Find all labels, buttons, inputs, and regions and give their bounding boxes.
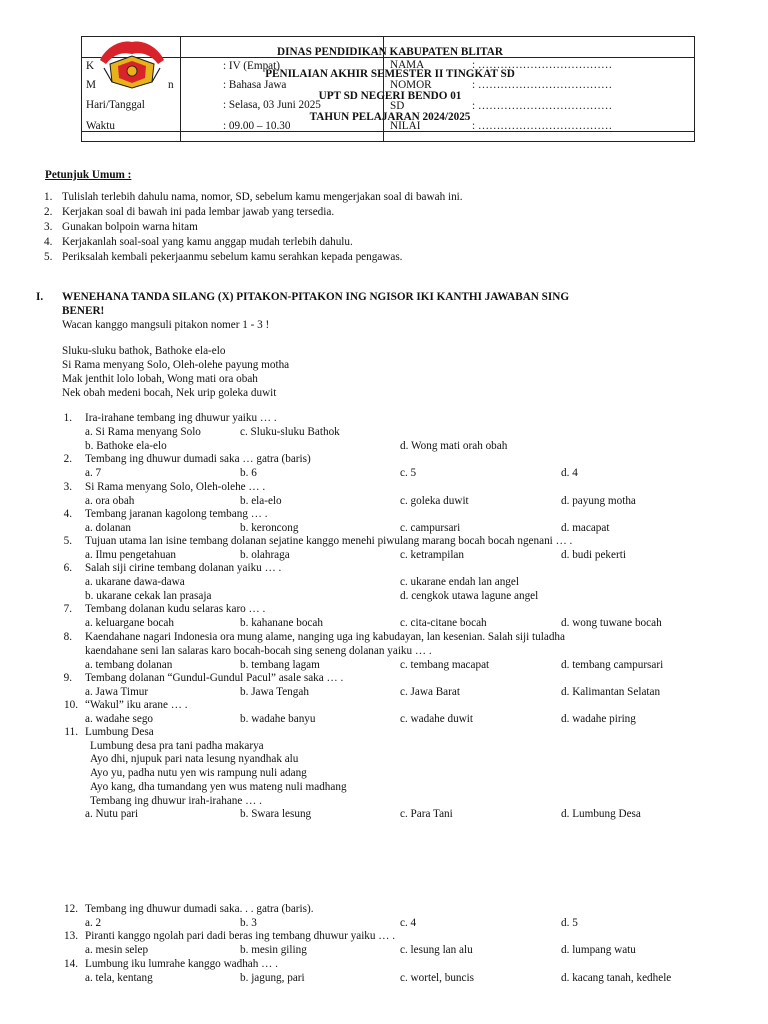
instruction-number: 3. — [44, 221, 53, 233]
header-field-value-number: : ……………………………… — [472, 79, 613, 91]
question-text: Tembang dolanan kudu selaras karo … . — [85, 603, 266, 615]
question-number: 5. — [63, 535, 72, 547]
option-b[interactable]: b. jagung, pari — [240, 972, 305, 984]
question-text: Tembang dolanan “Gundul-Gundul Pacul” asale saka … . — [85, 672, 344, 684]
instructions-title: Petunjuk Umum : — [45, 169, 132, 181]
option-d[interactable]: d. macapat — [561, 522, 610, 534]
option-c[interactable]: c. lesung lan alu — [400, 944, 473, 956]
question-text: Tujuan utama lan isine tembang dolanan sejatine kanggo menehi piwulang marang bocah bocah ngenani … . — [85, 535, 573, 547]
option-c[interactable]: c. 4 — [400, 917, 417, 929]
question-text: Lumbung Desa — [85, 726, 154, 738]
instruction-item: Kerjakanlah soal-soal yang kamu anggap mudah terlebih dahulu. — [62, 236, 353, 248]
option-b[interactable]: b. olahraga — [240, 549, 290, 561]
poem-line: Si Rama menyang Solo, Oleh-olehe payung motha — [62, 359, 290, 371]
header-field-value-class: : IV (Empat) — [223, 60, 280, 72]
question-number: 12. — [64, 903, 78, 915]
section-title: WENEHANA TANDA SILANG (X) PITAKON-PITAKON ING NGISOR IKI KANTHI JAWABAN SING — [62, 291, 570, 303]
option-c[interactable]: c. Sluku-sluku Bathok — [240, 426, 340, 438]
question-number: 2. — [63, 453, 72, 465]
option-b[interactable]: b. 3 — [240, 917, 257, 929]
option-b[interactable]: b. Swara lesung — [240, 808, 312, 820]
reading-intro: Wacan kanggo mangsuli pitakon nomer 1 - 3 ! — [62, 319, 270, 331]
header-field-value-name: : ……………………………… — [472, 59, 613, 71]
option-b[interactable]: b. mesin giling — [240, 944, 307, 956]
option-d[interactable]: d. wong tuwane bocah — [561, 617, 662, 629]
question-text: Piranti kanggo ngolah pari dadi beras ing tembang dhuwur yaiku … . — [85, 930, 396, 942]
option-c[interactable]: c. goleka duwit — [400, 495, 469, 507]
header-field-label-name: NAMA — [390, 59, 425, 71]
song-line: Lumbung desa pra tani padha makarya — [90, 740, 264, 752]
option-c[interactable]: c. 5 — [400, 467, 417, 479]
option-a[interactable]: a. Jawa Timur — [85, 686, 149, 698]
question-prompt: Tembang ing dhuwur irah-irahane … . — [90, 795, 262, 807]
header-field-label-time: Waktu — [86, 120, 115, 132]
option-c[interactable]: c. cita-citane bocah — [400, 617, 487, 629]
header-field-label-date: Hari/Tanggal — [86, 99, 145, 111]
instruction-number: 5. — [44, 251, 53, 263]
question-number: 13. — [64, 930, 78, 942]
option-d[interactable]: d. cengkok utawa lagune angel — [400, 590, 539, 602]
school-emblem-logo — [96, 38, 168, 90]
question-number: 6. — [63, 562, 72, 574]
question-text: Tembang ing dhuwur dumadi saka. . . gatra (baris). — [85, 903, 314, 915]
option-c[interactable]: c. campursari — [400, 522, 461, 534]
header-field-label-number: NOMOR — [390, 79, 432, 91]
option-c[interactable]: c. wortel, buncis — [400, 972, 474, 984]
header-field-label-class: K — [86, 60, 95, 72]
option-a[interactable]: a. Ilmu pengetahuan — [85, 549, 177, 561]
option-d[interactable]: d. kacang tanah, kedhele — [561, 972, 672, 984]
header-field-value-date: : Selasa, 03 Juni 2025 — [223, 99, 321, 111]
option-b[interactable]: b. 6 — [240, 467, 257, 479]
header-field-label-subject: M — [86, 79, 96, 91]
question-text: Ira-irahane tembang ing dhuwur yaiku … . — [85, 412, 277, 424]
header-field-label-score: NILAI — [390, 120, 421, 132]
option-c[interactable]: c. ukarane endah lan angel — [400, 576, 519, 588]
question-text: “Wakul” iku arane … . — [85, 699, 188, 711]
option-d[interactable]: d. Kalimantan Selatan — [561, 686, 661, 698]
question-text: Lumbung iku lumrahe kanggo wadhah … . — [85, 958, 278, 970]
option-d[interactable]: d. wadahe piring — [561, 713, 636, 725]
song-line: Ayo yu, padha nutu yen wis rampung nuli adang — [90, 767, 307, 779]
option-d[interactable]: d. Lumbung Desa — [561, 808, 641, 820]
question-number: 9. — [63, 672, 72, 684]
option-a[interactable]: a. tela, kentang — [85, 972, 153, 984]
poem-line: Mak jenthit lolo lobah, Wong mati ora obah — [62, 373, 258, 385]
option-a[interactable]: a. ukarane dawa-dawa — [85, 576, 185, 588]
header-field-value-score: : ……………………………… — [472, 120, 613, 132]
option-b[interactable]: b. ukarane cekak lan prasaja — [85, 590, 212, 602]
option-a[interactable]: a. 2 — [85, 917, 102, 929]
option-c[interactable]: c. ketrampilan — [400, 549, 464, 561]
option-c[interactable]: c. Jawa Barat — [400, 686, 460, 698]
option-b[interactable]: b. kahanane bocah — [240, 617, 323, 629]
question-number: 4. — [63, 508, 72, 520]
option-a[interactable]: a. 7 — [85, 467, 102, 479]
question-text: Si Rama menyang Solo, Oleh-olehe … . — [85, 481, 266, 493]
option-d[interactable]: d. lumpang watu — [561, 944, 636, 956]
header-field-label-subject-tail: n — [168, 79, 174, 91]
header-field-value-school: : ……………………………… — [472, 100, 613, 112]
question-text: Tembang jaranan kagolong tembang … . — [85, 508, 268, 520]
instruction-number: 4. — [44, 236, 53, 248]
question-text: Kaendahane nagari Indonesia ora mung alame, nanging uga ing kabudayan, lan kesenian. Salah siji tuladha — [85, 631, 565, 643]
header-institution: DINAS PENDIDIKAN KABUPATEN BLITAR — [277, 46, 503, 58]
instruction-item: Gunakan bolpoin warna hitam — [62, 221, 198, 233]
option-d[interactable]: d. budi pekerti — [561, 549, 626, 561]
option-a[interactable]: a. dolanan — [85, 522, 131, 534]
instruction-item: Tulislah terlebih dahulu nama, nomor, SD, sebelum kamu mengerjakan soal di bawah ini. — [62, 191, 463, 203]
song-line: Ayo kang, dha tumandang yen wus mateng nuli madhang — [90, 781, 347, 793]
option-a[interactable]: a. keluargane bocah — [85, 617, 174, 629]
option-b[interactable]: b. Bathoke ela-elo — [85, 440, 167, 452]
question-number: 11. — [64, 726, 78, 738]
header-exam-title: PENILAIAN AKHIR SEMESTER II TINGKAT SD — [265, 68, 515, 80]
option-d[interactable]: d. 5 — [561, 917, 578, 929]
question-number: 10. — [64, 699, 78, 711]
option-b[interactable]: b. wadahe banyu — [240, 713, 316, 725]
question-number: 8. — [63, 631, 72, 643]
option-d[interactable]: d. payung motha — [561, 495, 636, 507]
poem-line: Nek obah medeni bocah, Nek urip goleka duwit — [62, 387, 277, 399]
question-text: Salah siji cirine tembang dolanan yaiku … . — [85, 562, 282, 574]
option-d[interactable]: d. Wong mati orah obah — [400, 440, 508, 452]
song-line: Ayo dhi, njupuk pari nata lesung nyandhak alu — [90, 753, 299, 765]
question-text-continuation: kaendahane seni lan salaras karo bocah-bocah sing seneng dolanan yaiku … . — [85, 645, 432, 657]
option-a[interactable]: a. mesin selep — [85, 944, 149, 956]
option-c[interactable]: c. wadahe duwit — [400, 713, 474, 725]
option-d[interactable]: d. 4 — [561, 467, 578, 479]
option-b[interactable]: b. tembang lagam — [240, 659, 320, 671]
header-field-value-time: : 09.00 – 10.30 — [223, 120, 291, 132]
section-roman-numeral: I. — [36, 291, 44, 303]
question-number: 7. — [63, 603, 72, 615]
header-field-value-subject: : Bahasa Jawa — [223, 79, 287, 91]
header-school-name: UPT SD NEGERI BENDO 01 — [318, 90, 462, 102]
header-field-label-school: SD — [390, 100, 405, 112]
question-number: 3. — [63, 481, 72, 493]
option-c[interactable]: c. Para Tani — [400, 808, 453, 820]
question-number: 14. — [64, 958, 78, 970]
option-d[interactable]: d. tembang campursari — [561, 659, 664, 671]
instruction-item: Periksalah kembali pekerjaanmu sebelum kamu serahkan kepada pengawas. — [62, 251, 403, 263]
section-title-continuation: BENER! — [62, 305, 105, 317]
option-c[interactable]: c. tembang macapat — [400, 659, 490, 671]
option-b[interactable]: b. ela-elo — [240, 495, 282, 507]
option-a[interactable]: a. Si Rama menyang Solo — [85, 426, 201, 438]
question-number: 1. — [63, 412, 72, 424]
option-a[interactable]: a. ora obah — [85, 495, 135, 507]
instruction-number: 1. — [44, 191, 53, 203]
option-a[interactable]: a. wadahe sego — [85, 713, 154, 725]
option-b[interactable]: b. keroncong — [240, 522, 299, 534]
option-b[interactable]: b. Jawa Tengah — [240, 686, 309, 698]
instruction-item: Kerjakan soal di bawah ini pada lembar jawab yang tersedia. — [62, 206, 335, 218]
instruction-number: 2. — [44, 206, 53, 218]
option-a[interactable]: a. Nutu pari — [85, 808, 139, 820]
header-academic-year: TAHUN PELAJARAN 2024/2025 — [309, 111, 471, 123]
question-text: Tembang ing dhuwur dumadi saka … gatra (baris) — [85, 453, 311, 465]
poem-line: Sluku-sluku bathok, Bathoke ela-elo — [62, 345, 226, 357]
option-a[interactable]: a. tembang dolanan — [85, 659, 173, 671]
